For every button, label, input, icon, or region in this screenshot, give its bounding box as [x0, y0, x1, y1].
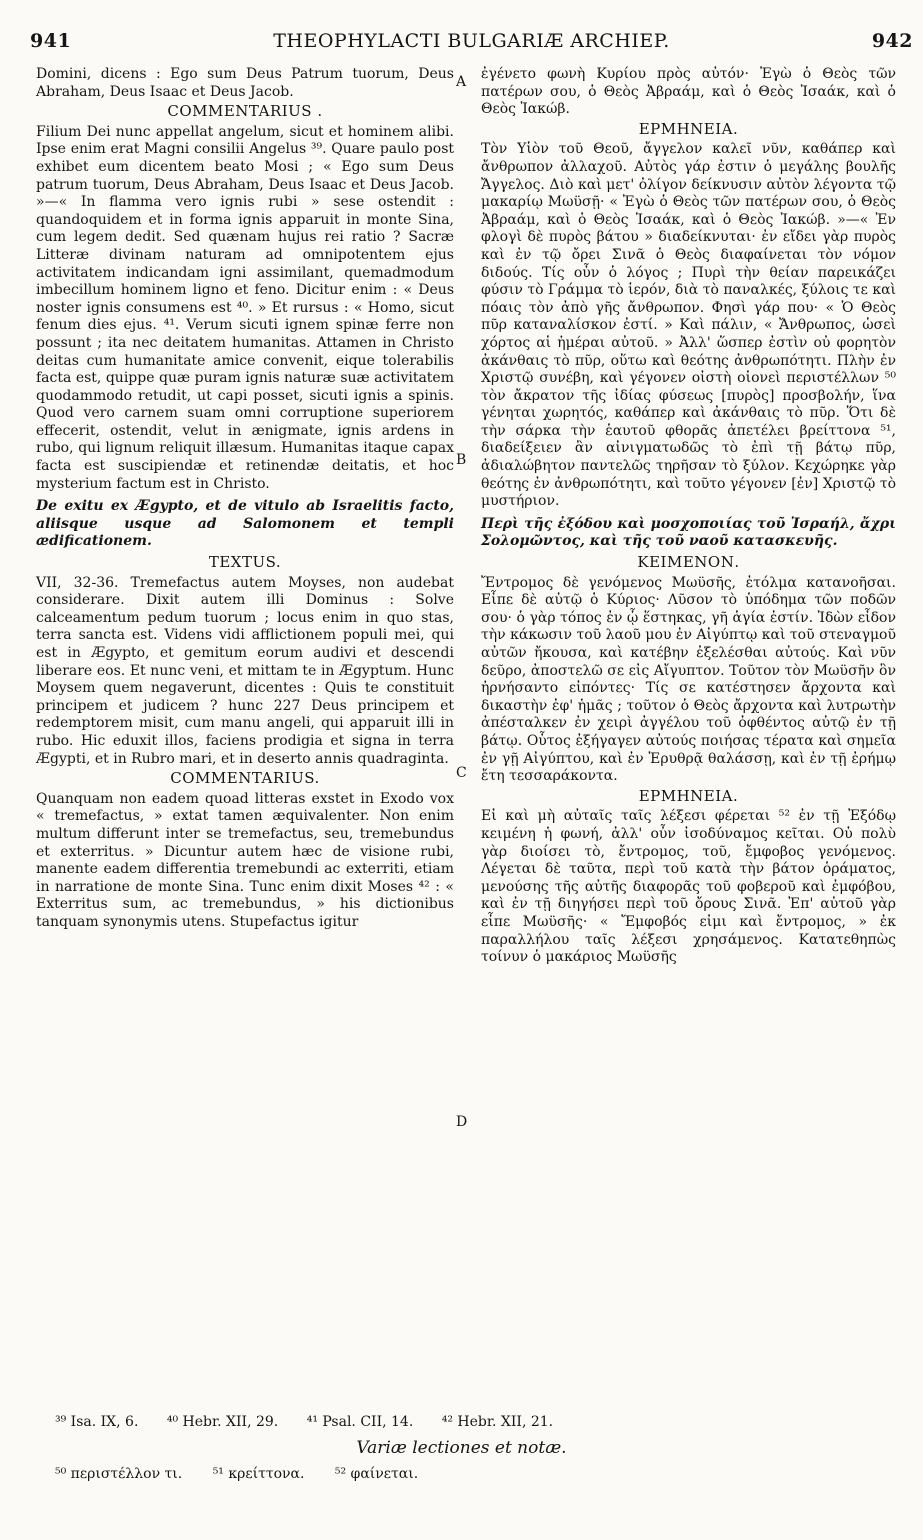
page-number-right: 942 — [871, 30, 913, 52]
variant-note-50: ⁵⁰ περιστέλλον τι. — [55, 1466, 183, 1482]
latin-para-textus: VII, 32-36. Tremefactus autem Moyses, non audebat considerare. Dixit autem illi Dominus : Solve calceamentum pedum tuorum ; locus enim in quo stas, terra sancta est. Videns vidi afflictionem populi mei, qui est in Ægypto, et gemitum eorum audivi et descendi liberare eos. Et nunc veni, et mittam te in Ægyptum. Hunc Moysem quem negaverunt, dicentes : Quis te constituit principem et judicem ? hunc 227 Deus principem et redemptorem misit, cum manu angeli, qui apparuit illi in rubo. Hic eduxit illos, faciens prodigia et signa in terra Ægypti, et in Rubro mari, et in deserto annis quadraginta. — [36, 574, 454, 767]
latin-footnotes — [55, 1414, 893, 1430]
margin-marker-b: B — [456, 452, 467, 468]
latin-para-commentary-1: Filium Dei nunc appellat angelum, sicut et hominem alibi. Ipse enim erat Magni consilii Angelus ³⁹. Quare paulo post exhibet eum dicentem beato Mosi ; « Ego sum Deus patrum tuorum, Deus Abraham, Deus Isaac et Deus Jacob. »—« In flamma vero ignis rubi » sese ostendit : quandoquidem et in forma ignis apparuit in monte Sina, cum legem dedit. Sed quænam hujus rei ratio ? Sacræ Litteræ divinam naturam ad omnipotentem ejus activitatem indicandam igni assimilant, quemadmodum imbecillum hominem ligno et feno. Dicitur enim : « Deus noster ignis consumens est ⁴⁰. » Et rursus : « Homo, sicut fenum dies ejus. ⁴¹. Verum sicuti ignem spinæ ferre non possunt ; ita nec deitatem humanitas. Attamen in Christo deitas cum humanitate amice convenit, eique tolerabilis facta est, quippe quæ puram ignis naturæ suæ activitatem quodammodo retudit, ut capi posset, sicuti ignis a spinis. Quod vero carnem suam omni corruptione superiorem effecerit, ostendit, velut in ænigmate, ignis ardens in rubo, qui lignum reliquit illæsum. Humanitas itaque capax facta est suscipiendæ et retinendæ deitatis, et hoc mysterium factum est in Christo. — [36, 123, 454, 492]
variant-note-52: ⁵² φαίνεται. — [334, 1466, 419, 1482]
margin-marker-d: D — [456, 1114, 468, 1130]
latin-heading-commentarius-2: COMMENTARIUS. — [170, 769, 320, 788]
footnote-39: ³⁹ Isa. IX, 6. — [55, 1414, 139, 1430]
greek-variant-notes — [55, 1466, 893, 1482]
greek-section-title: Περὶ τῆς ἐξόδου καὶ μοσχοποιίας τοῦ Ἰσραήλ, ἄχρι Σολομῶντος, καὶ τῆς τοῦ ναοῦ κατασκευῆς. — [481, 515, 896, 550]
greek-column — [481, 66, 896, 967]
latin-heading-commentarius-1: COMMENTARIUS . — [167, 102, 323, 121]
greek-heading-hermeneia-2: ΕΡΜΗΝΕΙΑ. — [638, 786, 739, 805]
page-header — [30, 30, 913, 56]
variant-note-51: ⁵¹ κρείττονα. — [212, 1466, 305, 1482]
latin-section-title: De exitu ex Ægypto, et de vitulo ab Israelitis facto, aliisque usque ad Salomonem et templi ædificationem. — [36, 498, 454, 550]
greek-para-keimenon: Ἔντρομος δὲ γενόμενος Μωϋσῆς, ἐτόλμα κατανοῆσαι. Εἶπε δὲ αὐτῷ ὁ Κύριος· Λῦσον τὸ ὑπόδημα τῶν ποδῶν σου· ὁ γὰρ τόπος ἐν ᾧ ἕστηκας, γῆ ἁγία ἐστίν. Ἰδὼν εἶδον τὴν κάκωσιν τοῦ λαοῦ μου ἐν Αἰγύπτῳ καὶ τοῦ στεναγμοῦ αὐτῶν ἤκουσα, καὶ κατέβην ἐξελέσθαι αὐτούς. Καὶ νῦν δεῦρο, ἀποστελῶ σε εἰς Αἴγυπτον. Τοῦτον τὸν Μωϋσῆν ὃν ἠρνήσαντο εἰπόντες· Τίς σε κατέστησεν ἄρχοντα καὶ δικαστὴν ἐφ' ἡμᾶς ; τοῦτον ὁ Θεὸς ἄρχοντα καὶ λυτρωτὴν ἀπέσταλκεν ἐν χειρὶ ἀγγέλου τοῦ ὀφθέντος αὐτῷ ἐν τῇ βάτῳ. Οὗτος ἐξήγαγεν αὐτούς ποιήσας τέρατα καὶ σημεῖα ἐν γῇ Αἰγύπτου, καὶ ἐν Ἐρυθρᾷ θαλάσσῃ, καὶ ἐν τῇ ἐρήμῳ ἔτη τεσσαράκοντα. — [481, 574, 896, 785]
variae-lectiones-title: Variæ lectiones et notæ. — [356, 1438, 567, 1458]
footnote-41: ⁴¹ Psal. CII, 14. — [306, 1414, 414, 1430]
greek-para-commentary-2: Εἰ καὶ μὴ αὐταῖς ταῖς λέξεσι φέρεται ⁵² ἐν τῇ Ἐξόδῳ κειμένη ἡ φωνή, ἀλλ' οὖν ἰσοδύναμος κεῖται. Οὐ πολὺ γὰρ διοίσει τὸ, ἔντρομος, τοῦ, ἔμφοβος γενόμενος. Λέγεται δὲ ταῦτα, περὶ τοῦ κατὰ τὴν βάτον ὁράματος, μενούσης τῆς αὐτῆς διαφορᾶς τοῦ φοβεροῦ καὶ ἐμφόβου, καὶ ἐν τῇ διηγήσει περὶ τοῦ ὄρους Σινᾶ. Ἐπ' αὐτοῦ γὰρ εἶπε Μωϋσῆς· « Ἔμφοβός εἰμι καὶ ἔντρομος, » ἐκ παραλλήλου ταῖς λέξεσι χρησάμενος. Κατατεθηπὼς τοίνυν ὁ μακάριος Μωϋσῆς — [481, 808, 896, 966]
footnote-40: ⁴⁰ Hebr. XII, 29. — [166, 1414, 279, 1430]
latin-para-commentary-2: Quanquam non eadem quoad litteras exstet in Exodo vox « tremefactus, » extat tamen æquivalenter. Non enim multum differunt inter se tremefactus, seu, tremebundus et exterritus. » Dicuntur autem hæc de visione rubi, manente eadem differentia tremebundi ac exterriti, etiam in narratione de monte Sina. Tunc enim dixit Moses ⁴² : « Exterritus sum, ac tremebundus, » his dictionibus tanquam synonymis utens. Stupefactus igitur — [36, 790, 454, 930]
margin-marker-c: C — [456, 765, 467, 781]
greek-para-intro: ἐγένετο φωνὴ Κυρίου πρὸς αὐτόν· Ἐγὼ ὁ Θεὸς τῶν πατέρων σου, ὁ Θεὸς Ἀβραάμ, καὶ ὁ Θεὸς Ἰσαάκ, καὶ ὁ Θεὸς Ἰακώβ. — [481, 66, 896, 118]
latin-heading-textus: TEXTUS. — [208, 553, 282, 572]
greek-heading-hermeneia-1: ΕΡΜΗΝΕΙΑ. — [638, 119, 739, 138]
greek-heading-keimenon: ΚΕΙΜΕΝΟΝ. — [637, 553, 740, 572]
running-title: THEOPHYLACTI BULGARIÆ ARCHIEP. — [273, 30, 670, 52]
page-number-left: 941 — [30, 30, 72, 52]
latin-column — [36, 66, 454, 932]
latin-para-intro: Domini, dicens : Ego sum Deus Patrum tuorum, Deus Abraham, Deus Isaac et Deus Jacob. — [36, 66, 454, 100]
margin-marker-a: A — [456, 74, 467, 90]
footnote-42: ⁴² Hebr. XII, 21. — [441, 1414, 554, 1430]
greek-para-commentary-1: Τὸν Υἱὸν τοῦ Θεοῦ, ἄγγελον καλεῖ νῦν, καθάπερ καὶ ἄνθρωπον ἀλλαχοῦ. Αὐτὸς γάρ ἐστιν ὁ μεγάλης βουλῆς Ἄγγελος. Διὸ καὶ μετ' ὀλίγον δείκνυσιν αὐτὸν λέγοντα τῷ μακαρίῳ Μωϋσῇ· « Ἐγὼ ὁ Θεὸς τῶν πατέρων σου, ὁ Θεὸς Ἀβραάμ, καὶ ὁ Θεὸς Ἰσαάκ, καὶ ὁ Θεὸς Ἰακώβ. »—« Ἐν φλογὶ δὲ πυρὸς βάτου » διαδείκνυται· ἐν εἴδει γὰρ πυρὸς καὶ ἐν τῷ ὄρει Σινᾶ ὁ Θεὸς διαφαίνεται τὸν νόμον διδούς. Τίς οὖν ὁ λόγος ; Πυρὶ τὴν θείαν παρεικάζει φύσιν τὸ Γράμμα τὸ ἱερόν, διὰ τὸ παναλκές, ξύλοις τε καὶ πόαις τὸν ἀπὸ γῆς ἄνθρωπον. Φησὶ γάρ που· « Ὁ Θεὸς πῦρ καταναλίσκον ἐστί. » Καὶ πάλιν, « Ἄνθρωπος, ὡσεὶ χόρτος αἱ ἡμέραι αὐτοῦ. » Ἀλλ' ὥσπερ ἐστὶν οὐ φορητὸν ἀκάνθαις τὸ πῦρ, οὕτω καὶ θεότης ἀνθρωπότητι. Πλὴν ἐν Χριστῷ συνέβη, καὶ γέγονεν οἰστὴ οἱονεὶ περιστέλλων ⁵⁰ τὸν ἄκρατον τῆς ἰδίας φύσεως [πυρὸς] προσβολήν, ἵνα γένηται χωρητός, καθάπερ καὶ ἀκάνθαις τὸ πῦρ. Ὅτι δὲ τὴν σάρκα τὴν ἑαυτοῦ φθορᾶς ἀπετέλει βρείττονα ⁵¹, διαδείξειεν ἂν αἰνιγματωδῶς τὸ ἐπὶ τῇ βάτῳ πῦρ, ἀδιαλώβητον παντελῶς τηρῆσαν τὸ ξύλον. Κεχώρηκε γὰρ θεότης ἐν ἀνθρωπότητι, καὶ τοῦτο γέγονεν [ἐν] Χριστῷ τὸ μυστήριον. — [481, 141, 897, 510]
